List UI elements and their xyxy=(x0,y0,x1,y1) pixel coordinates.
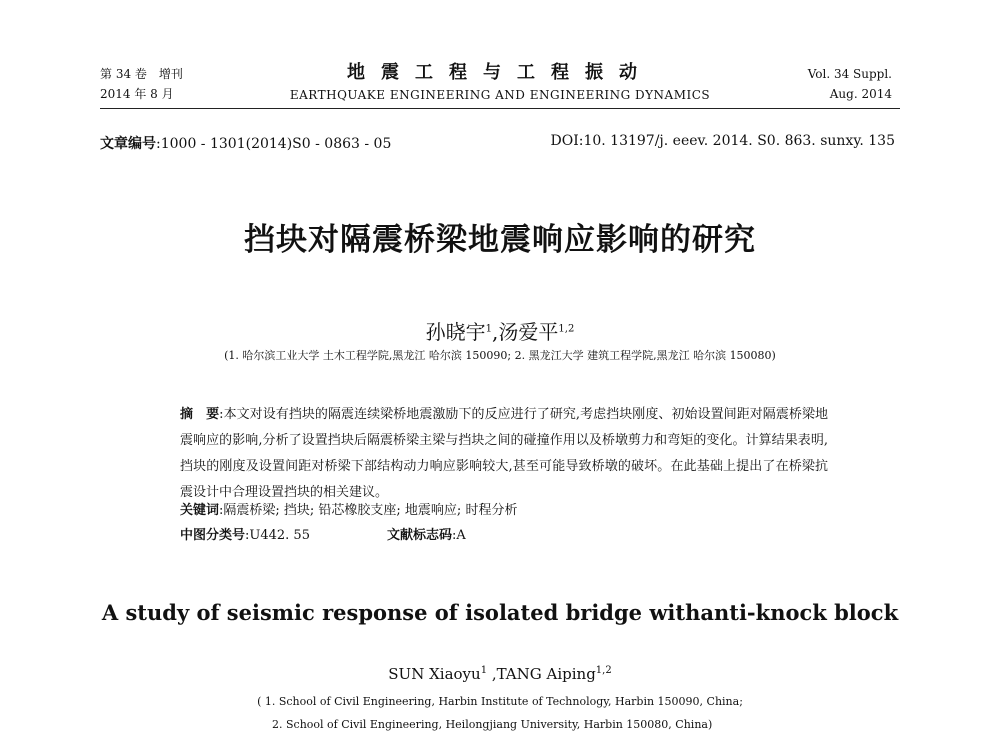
affiliation-en-line-2: 2. School of Civil Engineering, Heilongjiang University, Harbin 150080, China) xyxy=(272,718,713,731)
author-2-en-affil: 1,2 xyxy=(595,665,612,676)
authors-en xyxy=(0,665,1000,683)
header-right xyxy=(808,64,892,104)
author-1-cn: 孙晓宇 xyxy=(425,320,486,344)
date-en: Aug. 2014 xyxy=(829,87,892,101)
classification-value: :U442. 55 xyxy=(245,528,310,543)
article-number-label: 文章编号 xyxy=(100,136,156,152)
author-1-en-affil: 1 xyxy=(480,665,488,676)
author-2-cn: 汤爱平 xyxy=(498,320,559,344)
affiliation-cn: (1. 哈尔滨工业大学 土木工程学院,黑龙江 哈尔滨 150090; 2. 黑龙江大学 建筑工程学院,黑龙江 哈尔滨 150080) xyxy=(224,349,776,362)
publication-date: 2014 年 8 月 xyxy=(100,87,174,101)
abstract-text: :本文对设有挡块的隔震连续梁桥地震激励下的反应进行了研究,考虑挡块刚度、初始设置间距对隔震桥梁地震响应的影响,分析了设置挡块后隔震桥梁主梁与挡块之间的碰撞作用以及桥墩剪力和弯矩的变化。计算结果表明,挡块的刚度及设置间距对桥梁下部结构动力响应影响较大,甚至可能导致桥墩的破坏。在此基础上提出了在桥梁抗震设计中合理设置挡块的相关建议。 xyxy=(180,407,828,500)
author-separator-en: , xyxy=(487,665,497,683)
document-code xyxy=(387,524,466,543)
document-code-value: :A xyxy=(452,528,466,543)
author-2-cn-affil: 1,2 xyxy=(558,323,575,335)
volume-en: Vol. 34 Suppl. xyxy=(807,67,892,81)
author-2-en: TANG Aiping xyxy=(496,665,596,683)
abstract-label: 摘 要 xyxy=(180,407,220,422)
journal-title-cn: 地震工程与工程振动 xyxy=(347,62,653,83)
page-title-cn: 挡块对隔震桥梁地震响应影响的研究 xyxy=(244,222,756,258)
article-number xyxy=(100,133,391,153)
keywords-text: :隔震桥梁; 挡块; 铅芯橡胶支座; 地震响应; 时程分析 xyxy=(219,503,518,518)
keywords-label: 关键词 xyxy=(180,503,220,518)
doi: DOI:10. 13197/j. eeev. 2014. S0. 863. sunxy. 135 xyxy=(550,133,895,149)
author-1-cn-affil: 1 xyxy=(485,323,493,335)
abstract xyxy=(180,402,828,506)
header-divider xyxy=(100,108,900,109)
author-separator-cn: , xyxy=(492,320,499,344)
journal-title-en: EARTHQUAKE ENGINEERING AND ENGINEERING DYNAMICS xyxy=(289,88,711,102)
classification-label: 中图分类号 xyxy=(180,528,246,543)
affiliation-en-line-1: ( 1. School of Civil Engineering, Harbin Institute of Technology, Harbin 150090, China; xyxy=(257,695,743,708)
article-number-value: :1000 - 1301(2014)S0 - 0863 - 05 xyxy=(156,136,392,152)
author-1-en: SUN Xiaoyu xyxy=(388,665,481,683)
authors-cn xyxy=(0,316,1000,345)
classification-number xyxy=(180,524,310,543)
volume-issue: 第 34 卷 增刊 xyxy=(100,67,183,81)
keywords xyxy=(180,499,517,518)
page-title-en: A study of seismic response of isolated bridge withanti-knock block xyxy=(101,600,899,625)
document-code-label: 文献标志码 xyxy=(387,528,453,543)
